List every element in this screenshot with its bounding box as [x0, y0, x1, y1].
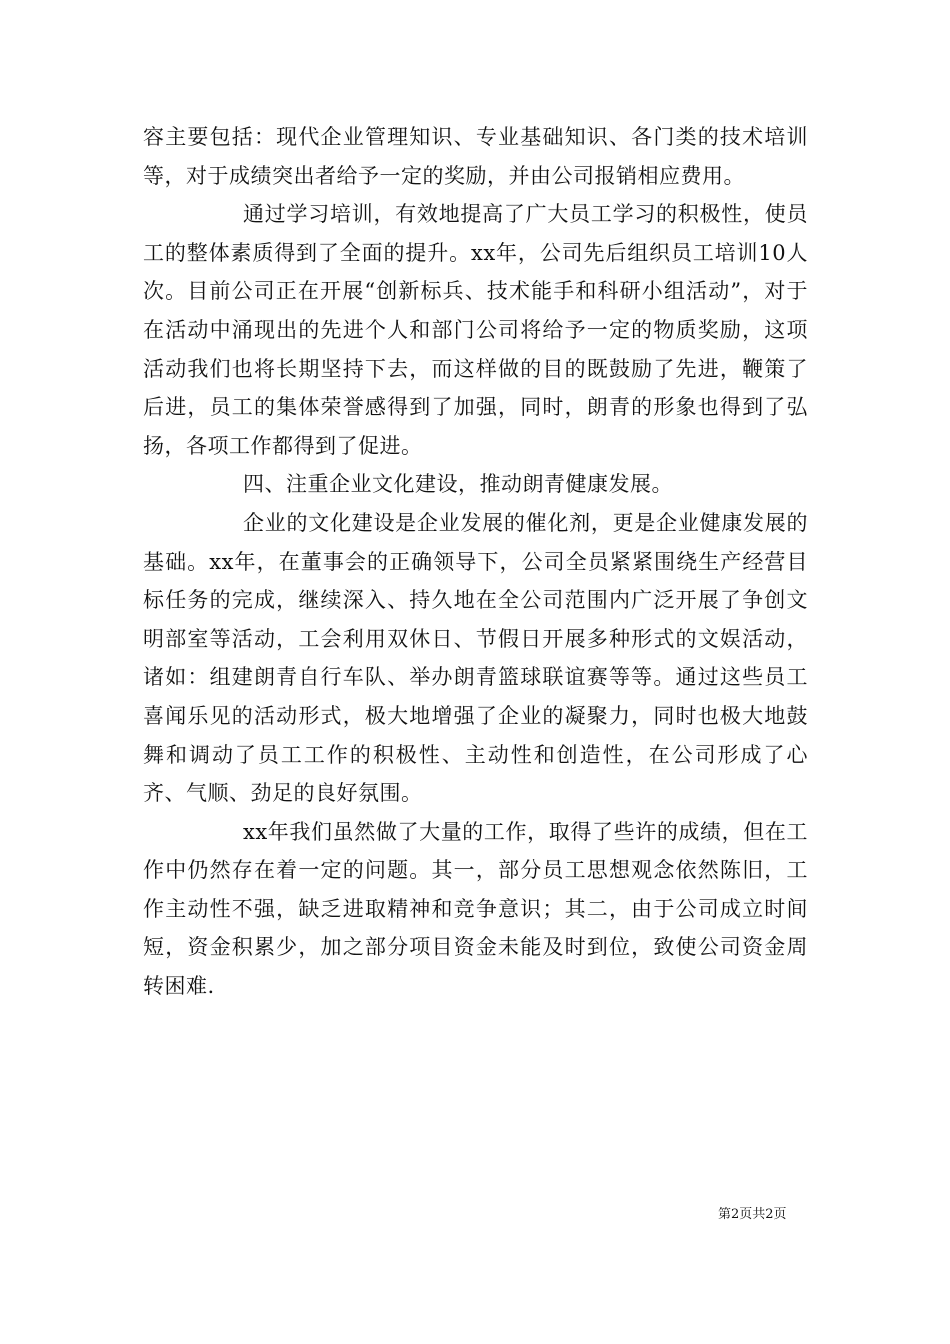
page-number-footer: 第2页共2页 — [718, 1207, 787, 1222]
paragraph-training-content: 容主要包括：现代企业管理知识、专业基础知识、各门类的技术培训等，对于成绩突出者给予一定的奖励，并由公司报销相应费用。 — [143, 125, 808, 188]
document-body — [143, 118, 808, 1006]
paragraph-culture-building: 企业的文化建设是企业发展的催化剂，更是企业健康发展的基础。xx年，在董事会的正确领导下，公司全员紧紧围绕生产经营目标任务的完成，继续深入、持久地在全公司范围内广泛开展了争创文明部室等活动，工会利用双休日、节假日开展多种形式的文娱活动，诸如：组建朗青自行车队、举办朗青篮球联谊赛等等。通过这些员工喜闻乐见的活动形式，极大地增强了企业的凝聚力，同时也极大地鼓舞和调动了员工工作的积极性、主动性和创造性，在公司形成了心齐、气顺、劲足的良好氛围。 — [143, 510, 808, 806]
paragraph-problems: xx年我们虽然做了大量的工作，取得了些许的成绩，但在工作中仍然存在着一定的问题。其一，部分员工思想观念依然陈旧，工作主动性不强，缺乏进取精神和竞争意识；其二，由于公司成立时间短，资金积累少，加之部分项目资金未能及时到位，致使公司资金周转困难. — [143, 819, 808, 999]
paragraph-training-results: 通过学习培训，有效地提高了广大员工学习的积极性，使员工的整体素质得到了全面的提升。xx年，公司先后组织员工培训10人次。目前公司正在开展“创新标兵、技术能手和科研小组活动”，对于在活动中涌现出的先进个人和部门公司将给予一定的物质奖励，这项活动我们也将长期坚持下去，而这样做的目的既鼓励了先进，鞭策了后进，员工的集体荣誉感得到了加强，同时，朗青的形象也得到了弘扬，各项工作都得到了促进。 — [143, 202, 808, 458]
section-heading-culture: 四、注重企业文化建设，推动朗青健康发展。 — [243, 472, 673, 497]
